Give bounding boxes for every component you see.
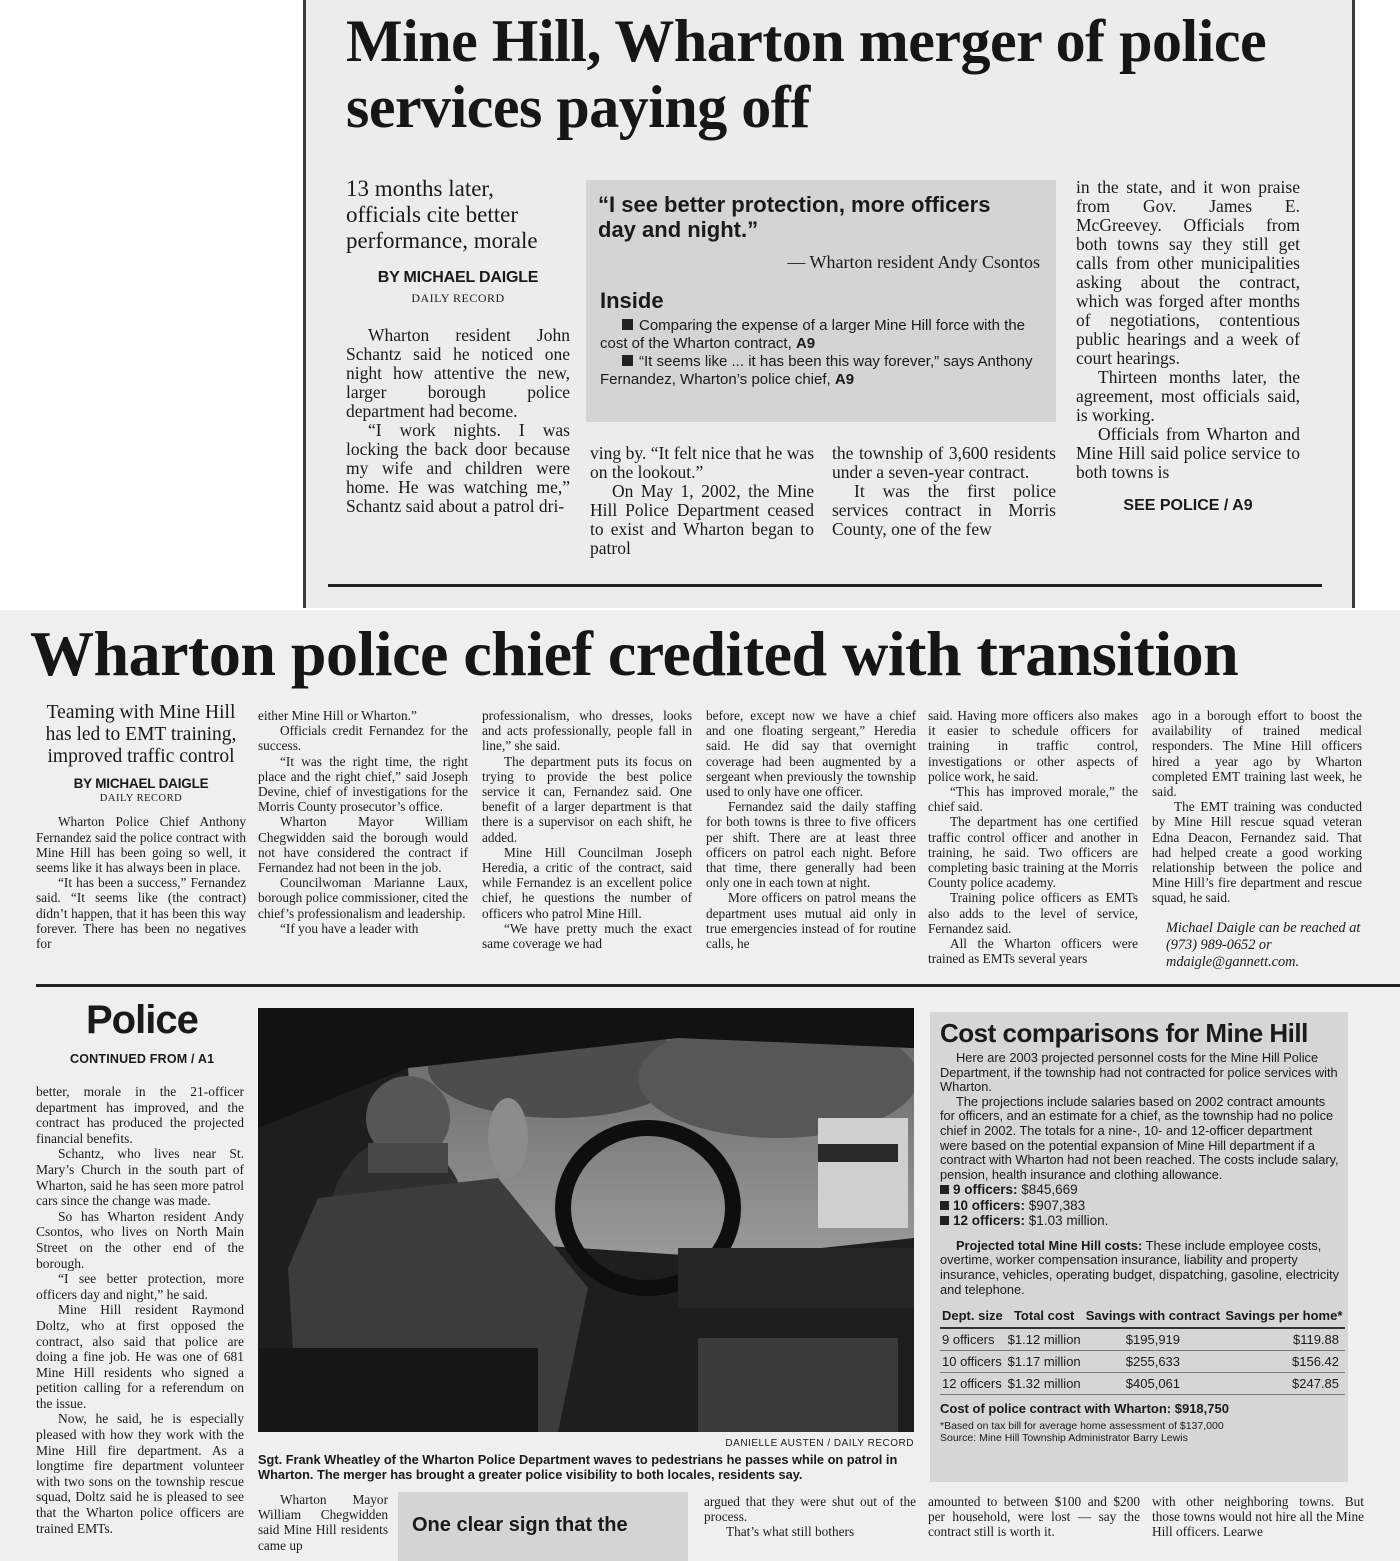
inside-item: “It seems like ... it has been this way forever,” says Anthony Fernandez, Wharton’s police chief, A9: [600, 353, 1033, 388]
paragraph: Mine Hill resident Raymond Doltz, who at first opposed the contract, also said that police are doing a fine job. He was one of 681 Mine Hill residents who signed a petition calling for a referendum on the issue.: [36, 1302, 244, 1411]
paragraph: either Mine Hill or Wharton.”: [258, 708, 417, 723]
deck-merger: 13 months later, officials cite better performance, morale: [346, 176, 538, 253]
paragraph: More officers on patrol means the department uses mutual aid only in true emergencies instead of for routine calls, he: [706, 890, 916, 952]
paragraph: ago in a borough effort to boost the availability of trained medical responders. The Mine Hill officers hired a year ago by Wharton completed EMT training last week, he said.: [1152, 708, 1362, 800]
table-header: Total cost: [1005, 1307, 1083, 1328]
bullet-square-icon: [622, 355, 633, 366]
paragraph: “If you have a leader with: [280, 920, 419, 936]
paragraph: Schantz, who lives near St. Mary’s Church in the south part of Wharton, said he has seen more patrol cars since the change was made.: [36, 1146, 244, 1209]
byline: BY MICHAEL DAIGLE: [73, 776, 209, 791]
paragraph: Wharton Mayor William Chegwidden said Mine Hill residents came up: [258, 1492, 388, 1553]
paragraph: in the state, and it won praise from Gov. James E. McGreevey. Officials from both towns say they still get calls from other municipalities asking about the contract, which was forged after months of negotiations, contentious public hearings and a week of court hearings.: [1076, 177, 1300, 368]
byline-organization: DAILY RECORD: [99, 793, 183, 805]
sidebar-title: One clear sign that the: [412, 1514, 628, 1536]
cost-box-title: Cost comparisons for Mine Hill: [940, 1018, 1308, 1048]
paragraph: “I work nights. I was locking the back door because my wife and children were home. He was watching me,” Schantz said about a patrol dri-: [346, 420, 570, 516]
paragraph: The department puts its focus on trying to provide the best police service it can, Fernandez said. One benefit of a larger department is that there is a supervisor on each shift, he added.: [482, 753, 692, 845]
table-cell: 9 officers: [940, 1328, 1005, 1351]
clipping-merger-story: [303, 0, 1355, 608]
paragraph: That’s what still bothers: [726, 1524, 855, 1540]
article-column-1: [36, 702, 246, 951]
paragraph: “We have pretty much the exact same coverage we had: [482, 920, 692, 952]
table-cell: $195,919: [1083, 1328, 1223, 1351]
paragraph: So has Wharton resident Andy Csontos, who lives on North Main Street on the other end of the borough.: [36, 1208, 244, 1271]
police-column-3: [704, 1494, 916, 1540]
article-column-6: [1152, 708, 1362, 971]
article-column-1: [346, 176, 570, 516]
jump-line: SEE POLICE / A9: [1123, 497, 1253, 514]
paragraph: “I see better protection, more officers day and night,” he said.: [36, 1271, 244, 1302]
table-cell: $119.88: [1223, 1328, 1345, 1351]
author-signoff: Michael Daigle can be reached at (973) 989-0652 or mdaigle@gannett.com.: [1166, 919, 1361, 970]
bullet-square-icon: [940, 1216, 949, 1225]
headline-chief: Wharton police chief credited with transition: [30, 618, 1239, 689]
paragraph: “It has been a success,” Fernandez said. “It seems like (the contract) didn’t happen, that it has been this way forever. There has been no negatives for: [36, 875, 246, 952]
paragraph: On May 1, 2002, the Mine Hill Police Department ceased to exist and Wharton began to patrol: [590, 481, 814, 558]
paragraph: better, morale in the 21-officer department has improved, and the contract has produced the projected financial benefits.: [36, 1084, 244, 1146]
source-note: Source: Mine Hill Township Administrator Barry Lewis: [940, 1432, 1188, 1445]
paragraph: The EMT training was conducted by Mine Hill rescue squad veteran Edna Deacon, Fernandez said. That had helped create a good working relationship between the police and Mine Hill’s fire department and rescue squad, he said.: [1152, 799, 1362, 906]
bullet-square-icon: [622, 319, 633, 330]
byline: BY MICHAEL DAIGLE: [377, 269, 539, 286]
bullet-item: 9 officers: $845,669: [940, 1182, 1340, 1198]
pull-quote-box: [586, 180, 1056, 422]
contract-cost: Cost of police contract with Wharton: $918,750: [940, 1401, 1229, 1417]
article-column-2: [590, 444, 814, 558]
table-cell: $1.12 million: [1005, 1328, 1083, 1351]
table-cell: $1.17 million: [1005, 1351, 1083, 1373]
patrol-car-photo: [258, 1008, 914, 1432]
paragraph: Mine Hill Councilman Joseph Heredia, a critic of the contract, said while Fernandez is an excellent police chief, he questions the number of officers who patrol Mine Hill.: [482, 844, 692, 921]
bullet-square-icon: [940, 1201, 949, 1210]
article-column-3: [482, 708, 692, 951]
paragraph: with other neighboring towns. But those towns would not hire all the Mine Hill officers. Learwe: [1152, 1494, 1364, 1540]
paragraph: Wharton resident John Schantz said he noticed one night how attentive the new, larger borough police department had become.: [346, 325, 570, 421]
police-column-2: [258, 1492, 388, 1553]
sidebar-box: [398, 1492, 688, 1561]
paragraph: “It was the right time, the right place and the right chief,” said Joseph Devine, chief of investigations for the Morris County prosecutor’s office.: [258, 753, 468, 815]
savings-table: [940, 1307, 1345, 1395]
bullet-item: 12 officers: $1.03 million.: [940, 1213, 1340, 1229]
section-heading-police: Police: [86, 998, 198, 1042]
article-column-5: [928, 708, 1138, 966]
table-cell: $156.42: [1223, 1351, 1345, 1373]
cost-comparison-box: [930, 1012, 1348, 1482]
inside-heading: Inside: [600, 288, 664, 313]
bullet-square-icon: [940, 1185, 949, 1194]
paragraph: Training police officers as EMTs also adds to the level of service, Fernandez said.: [928, 890, 1138, 936]
paragraph: All the Wharton officers were trained as EMTs several years: [928, 936, 1138, 967]
article-column-2: [258, 708, 468, 936]
article-column-4: [706, 708, 916, 951]
paragraph: Officials credit Fernandez for the success.: [258, 723, 468, 754]
pull-quote-attribution: — Wharton resident Andy Csontos: [787, 252, 1040, 272]
article-column-3: [832, 444, 1056, 539]
paragraph: Thirteen months later, the agreement, most officials said, is working.: [1076, 367, 1300, 425]
police-column-5: [1152, 1494, 1364, 1540]
paragraph: ving by. “It felt nice that he was on the lookout.”: [590, 443, 814, 482]
photo-illustration: [258, 1008, 914, 1432]
paragraph: argued that they were shut out of the process.: [704, 1494, 916, 1525]
police-column-4: [928, 1494, 1140, 1540]
photo-caption: Sgt. Frank Wheatley of the Wharton Police Department waves to pedestrians he passes while on patrol in Wharton. The merger has brought a greater police visibility to both locales, residents say.: [258, 1452, 898, 1482]
paragraph: The department has one certified traffic control officer and another in training, he said. Two officers are completing basic training at the Morris County police academy.: [928, 814, 1138, 891]
footnote: *Based on tax bill for average home assessment of $137,000: [940, 1420, 1224, 1433]
table-header: Savings per home*: [1223, 1307, 1345, 1328]
clipping-chief-story: [0, 610, 1400, 1561]
projected-costs: Projected total Mine Hill costs: These include employee costs, overtime, worker compensation insurance, liability and property insurance, vehicles, operating budget, dispatching, gasoline, electricity and telephone.: [940, 1237, 1340, 1297]
paragraph: said. Having more officers also makes it easier to schedule officers for training in traffic control, investigations or other aspects of police work, he said.: [928, 708, 1138, 784]
paragraph: amounted to between $100 and $200 per household, were lost — say the contract still is worth it.: [928, 1494, 1140, 1540]
paragraph: before, except now we have a chief and one floating sergeant,” Heredia said. He did say that overnight coverage had been augmented by a sergeant when previously the township used to only have one officer.: [706, 708, 916, 800]
headline-merger: Mine Hill, Wharton merger of police services paying off: [346, 8, 1267, 140]
table-cell: $247.85: [1223, 1373, 1345, 1395]
cost-method: The projections include salaries based on 2002 contract amounts for officers, and an estimate for a chief, as the township had no police chief in 2002. The totals for a nine-, 10- and 12-officer department were based on the potential expansion of Mine Hill department if a contract with Wharton had not been reached. The costs include salary, pension, health insurance and clothing allowance.: [940, 1093, 1339, 1182]
paragraph: Wharton Police Chief Anthony Fernandez said the police contract with Mine Hill has been going so well, it seems like it has always been in place.: [36, 814, 246, 876]
pull-quote: “I see better protection, more officers day and night.”: [598, 192, 991, 242]
bullet-item: 10 officers: $907,383: [940, 1198, 1340, 1214]
paragraph: It was the first police services contract in Morris County, one of the few: [832, 481, 1056, 539]
table-row: [940, 1328, 1345, 1351]
table-cell: $255,633: [1083, 1351, 1223, 1373]
table-cell: 12 officers: [940, 1373, 1005, 1395]
cost-intro: Here are 2003 projected personnel costs for the Mine Hill Police Department, if the township had not contracted for police services with Wharton.: [940, 1050, 1338, 1095]
paragraph: Wharton Mayor William Chegwidden said the borough would not have considered the contract if Fernandez had not been in the job.: [258, 814, 468, 876]
divider: [36, 984, 1400, 987]
table-cell: 10 officers: [940, 1351, 1005, 1373]
table-header: Savings with contract: [1083, 1307, 1223, 1328]
byline-organization: DAILY RECORD: [411, 291, 505, 305]
paragraph: professionalism, who dresses, looks and acts professionally, people fall in line,” she said.: [482, 708, 692, 754]
deck-chief: Teaming with Mine Hill has led to EMT training, improved traffic control: [45, 702, 237, 767]
table-row: [940, 1373, 1345, 1395]
paragraph: the township of 3,600 residents under a seven-year contract.: [832, 443, 1056, 482]
table-row: [940, 1351, 1345, 1373]
table-cell: $405,061: [1083, 1373, 1223, 1395]
paragraph: Councilwoman Marianne Laux, borough police commissioner, cited the chief’s professionalism and leadership.: [258, 875, 468, 921]
police-column-1: [36, 1084, 244, 1536]
paragraph: Officials from Wharton and Mine Hill said police service to both towns is: [1076, 424, 1300, 482]
inside-item: Comparing the expense of a larger Mine Hill force with the cost of the Wharton contract, A9: [600, 317, 1026, 352]
table-cell: $1.32 million: [1005, 1373, 1083, 1395]
article-column-4: [1076, 178, 1300, 515]
paragraph: “This has improved morale,” the chief said.: [928, 784, 1138, 815]
continued-from: CONTINUED FROM / A1: [70, 1052, 215, 1066]
table-header: Dept. size: [940, 1307, 1005, 1328]
divider: [328, 584, 1322, 587]
paragraph: Now, he said, he is especially pleased with how they work with the Mine Hill fire department. As a longtime fire department volunteer with two sons on the township rescue squad, Doltz said he is pleased to see that the Wharton police officers are trained EMTs.: [36, 1411, 244, 1536]
photo-credit: DANIELLE AUSTEN / DAILY RECORD: [725, 1438, 914, 1449]
paragraph: Fernandez said the daily staffing for both towns is three to five officers per shift. There are at least three officers on patrol each night. Before that time, there generally had been only one in each town at night.: [706, 799, 916, 891]
